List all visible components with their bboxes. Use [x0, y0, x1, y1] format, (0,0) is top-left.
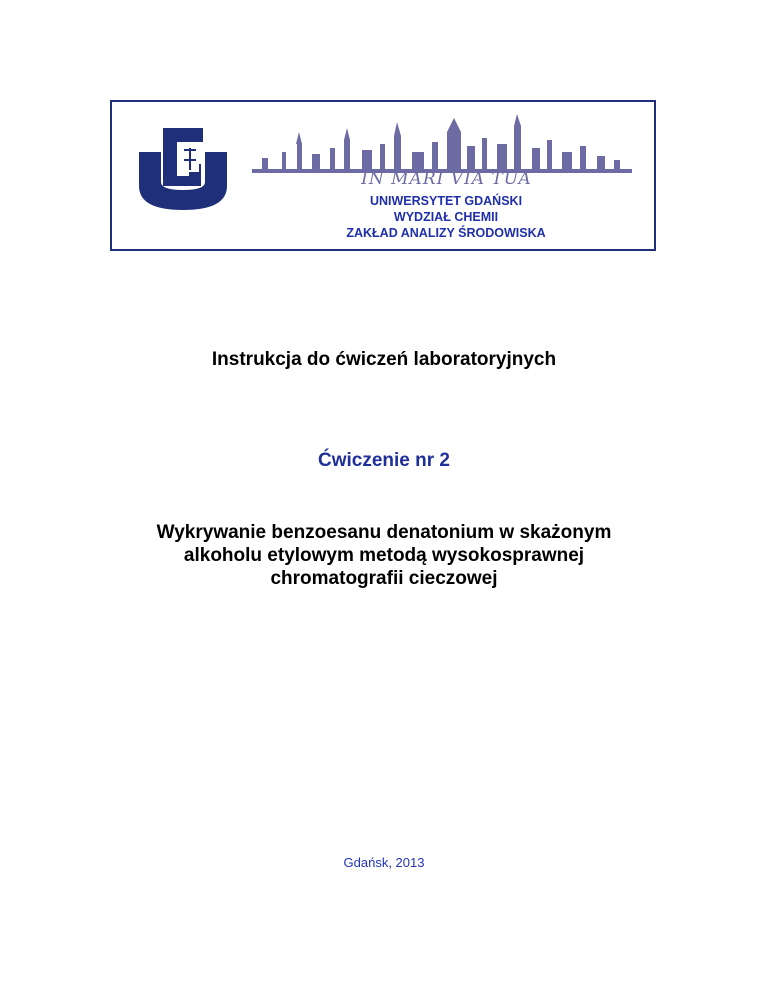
document-title: Instrukcja do ćwiczeń laboratoryjnych — [211, 349, 557, 370]
exercise-number: Ćwiczenie nr 2 — [318, 450, 450, 471]
subject-line: Wykrywanie benzoesanu denatonium w skażonym — [156, 522, 612, 543]
university-logo-icon — [137, 124, 229, 212]
place-and-date: Gdańsk, 2013 — [343, 855, 425, 870]
faculty-name: WYDZIAŁ CHEMII — [393, 210, 499, 224]
university-name: UNIWERSYTET GDAŃSKI — [369, 194, 523, 208]
department-name: ZAKŁAD ANALIZY ŚRODOWISKA — [346, 226, 546, 240]
university-motto: IN MARI VIA TUA — [361, 169, 532, 189]
header-banner — [110, 100, 656, 251]
subject-line: alkoholu etylowym metodą wysokosprawnej — [183, 545, 585, 566]
exercise-subject — [84, 521, 684, 590]
subject-line: chromatografii cieczowej — [270, 568, 498, 589]
